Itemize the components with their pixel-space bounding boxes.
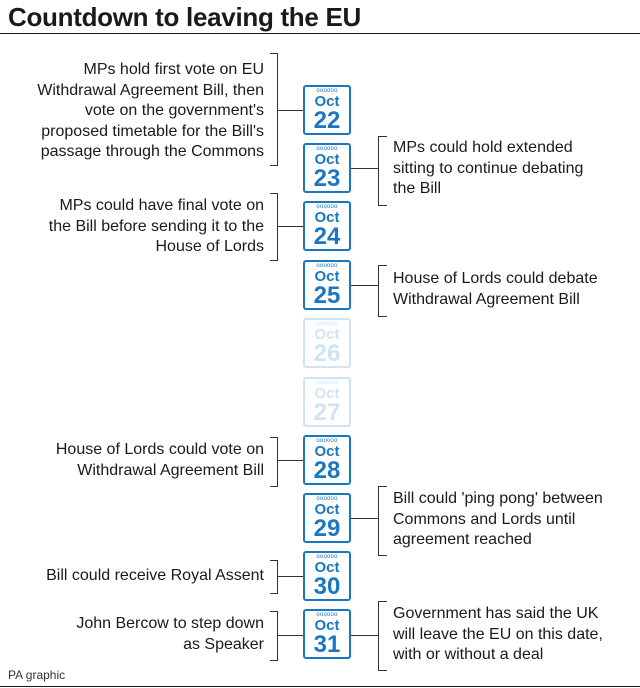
- note-line: Government has said the UK: [393, 605, 599, 622]
- bracket-oct-31-left: [270, 611, 278, 661]
- calendar-day: 31: [313, 631, 341, 658]
- note-line: agreement reached: [393, 531, 532, 548]
- note-line: vote on the government's: [84, 102, 264, 119]
- connector-oct-23: [351, 168, 378, 169]
- calendar-day: 22: [313, 107, 341, 134]
- note-line: Withdrawal Agreement Bill, then: [37, 81, 264, 99]
- note-line: will leave the EU on this date,: [393, 625, 603, 643]
- calendar-rings: oooooo: [316, 380, 338, 386]
- note-line: Commons and Lords until: [393, 510, 576, 528]
- note-line: as Speaker: [183, 635, 264, 653]
- note-oct-23: [393, 138, 633, 200]
- calendar-rings: oooooo: [316, 612, 338, 618]
- calendar-rings: oooooo: [316, 496, 338, 502]
- calendar-icon-oct-22: [303, 85, 351, 135]
- connector-oct-29: [351, 518, 378, 519]
- bracket-oct-28: [270, 437, 278, 487]
- calendar-month: Oct: [314, 93, 340, 110]
- calendar-icon-oct-23: [303, 143, 351, 193]
- calendar-month: Oct: [314, 559, 340, 576]
- calendar-icon-oct-30: [303, 551, 351, 601]
- note-line: Bill could 'ping pong' between: [393, 490, 603, 507]
- note-line: proposed timetable for the Bill's: [41, 122, 264, 140]
- note-line: MPs could have final vote on: [59, 197, 264, 214]
- note-line: Bill could receive Royal Assent: [46, 567, 264, 584]
- bracket-oct-31-right: [378, 601, 387, 671]
- calendar-month: Oct: [314, 209, 340, 226]
- bracket-oct-30: [270, 560, 278, 594]
- note-line: MPs hold first vote on EU: [83, 61, 264, 78]
- calendar-month: Oct: [314, 385, 340, 402]
- note-line: John Bercow to step down: [76, 615, 264, 632]
- calendar-rings: oooooo: [316, 88, 338, 94]
- calendar-icon-oct-28: [303, 435, 351, 485]
- calendar-icon-oct-29: [303, 493, 351, 543]
- connector-oct-22: [277, 110, 303, 111]
- note-oct-29: [393, 489, 638, 551]
- calendar-day: 23: [313, 165, 341, 192]
- calendar-rings: oooooo: [316, 204, 338, 210]
- note-line: Withdrawal Agreement Bill: [393, 290, 580, 308]
- calendar-icon-oct-31: [303, 609, 351, 659]
- note-oct-30: [0, 566, 264, 587]
- calendar-rings: oooooo: [316, 146, 338, 152]
- note-oct-24: [0, 196, 264, 258]
- note-line: with or without a deal: [393, 646, 544, 663]
- note-line: House of Lords could debate: [393, 270, 598, 287]
- calendar-month: Oct: [314, 326, 340, 343]
- connector-oct-24: [277, 226, 303, 227]
- note-oct-31-left: [0, 614, 264, 655]
- title-divider: [0, 33, 640, 34]
- connector-oct-28: [277, 460, 303, 461]
- calendar-day: 28: [313, 457, 341, 484]
- page-title: Countdown to leaving the EU: [8, 2, 361, 32]
- note-line: House of Lords: [155, 238, 264, 255]
- footer-divider: [0, 686, 640, 687]
- note-line: sitting to continue debating: [393, 159, 584, 177]
- bracket-oct-25: [378, 265, 387, 317]
- credit: PA graphic: [8, 668, 66, 682]
- calendar-month: Oct: [314, 617, 340, 634]
- note-line: the Bill before sending it to the: [48, 217, 264, 235]
- note-line: passage through the Commons: [40, 143, 264, 160]
- bracket-oct-24: [270, 193, 278, 261]
- calendar-rings: oooooo: [316, 321, 338, 327]
- calendar-day: 25: [313, 282, 341, 309]
- calendar-icon-oct-26: [303, 318, 351, 368]
- note-oct-22: [0, 60, 264, 163]
- calendar-rings: oooooo: [316, 554, 338, 560]
- calendar-month: Oct: [314, 501, 340, 518]
- connector-oct-30: [277, 576, 303, 577]
- calendar-month: Oct: [314, 151, 340, 168]
- connector-oct-25: [351, 285, 378, 286]
- bracket-oct-29: [378, 486, 387, 556]
- calendar-month: Oct: [314, 268, 340, 285]
- calendar-icon-oct-27: [303, 377, 351, 427]
- calendar-day: 27: [313, 399, 341, 426]
- note-line: Withdrawal Agreement Bill: [77, 461, 264, 479]
- connector-oct-31-right: [351, 635, 378, 636]
- calendar-rings: oooooo: [316, 438, 338, 444]
- calendar-icon-oct-25: [303, 260, 351, 310]
- calendar-day: 26: [313, 340, 341, 367]
- note-oct-31-right: [393, 604, 638, 666]
- note-line: the Bill: [393, 180, 442, 197]
- connector-oct-31-left: [277, 635, 303, 636]
- calendar-day: 29: [313, 515, 341, 542]
- bracket-oct-23: [378, 136, 387, 206]
- note-line: House of Lords could vote on: [55, 441, 264, 458]
- calendar-day: 24: [313, 223, 341, 250]
- note-line: MPs could hold extended: [393, 139, 573, 156]
- calendar-month: Oct: [314, 443, 340, 460]
- note-oct-28: [0, 440, 264, 481]
- note-oct-25: [393, 269, 633, 310]
- calendar-rings: oooooo: [316, 263, 338, 269]
- calendar-day: 30: [313, 573, 341, 600]
- calendar-icon-oct-24: [303, 201, 351, 251]
